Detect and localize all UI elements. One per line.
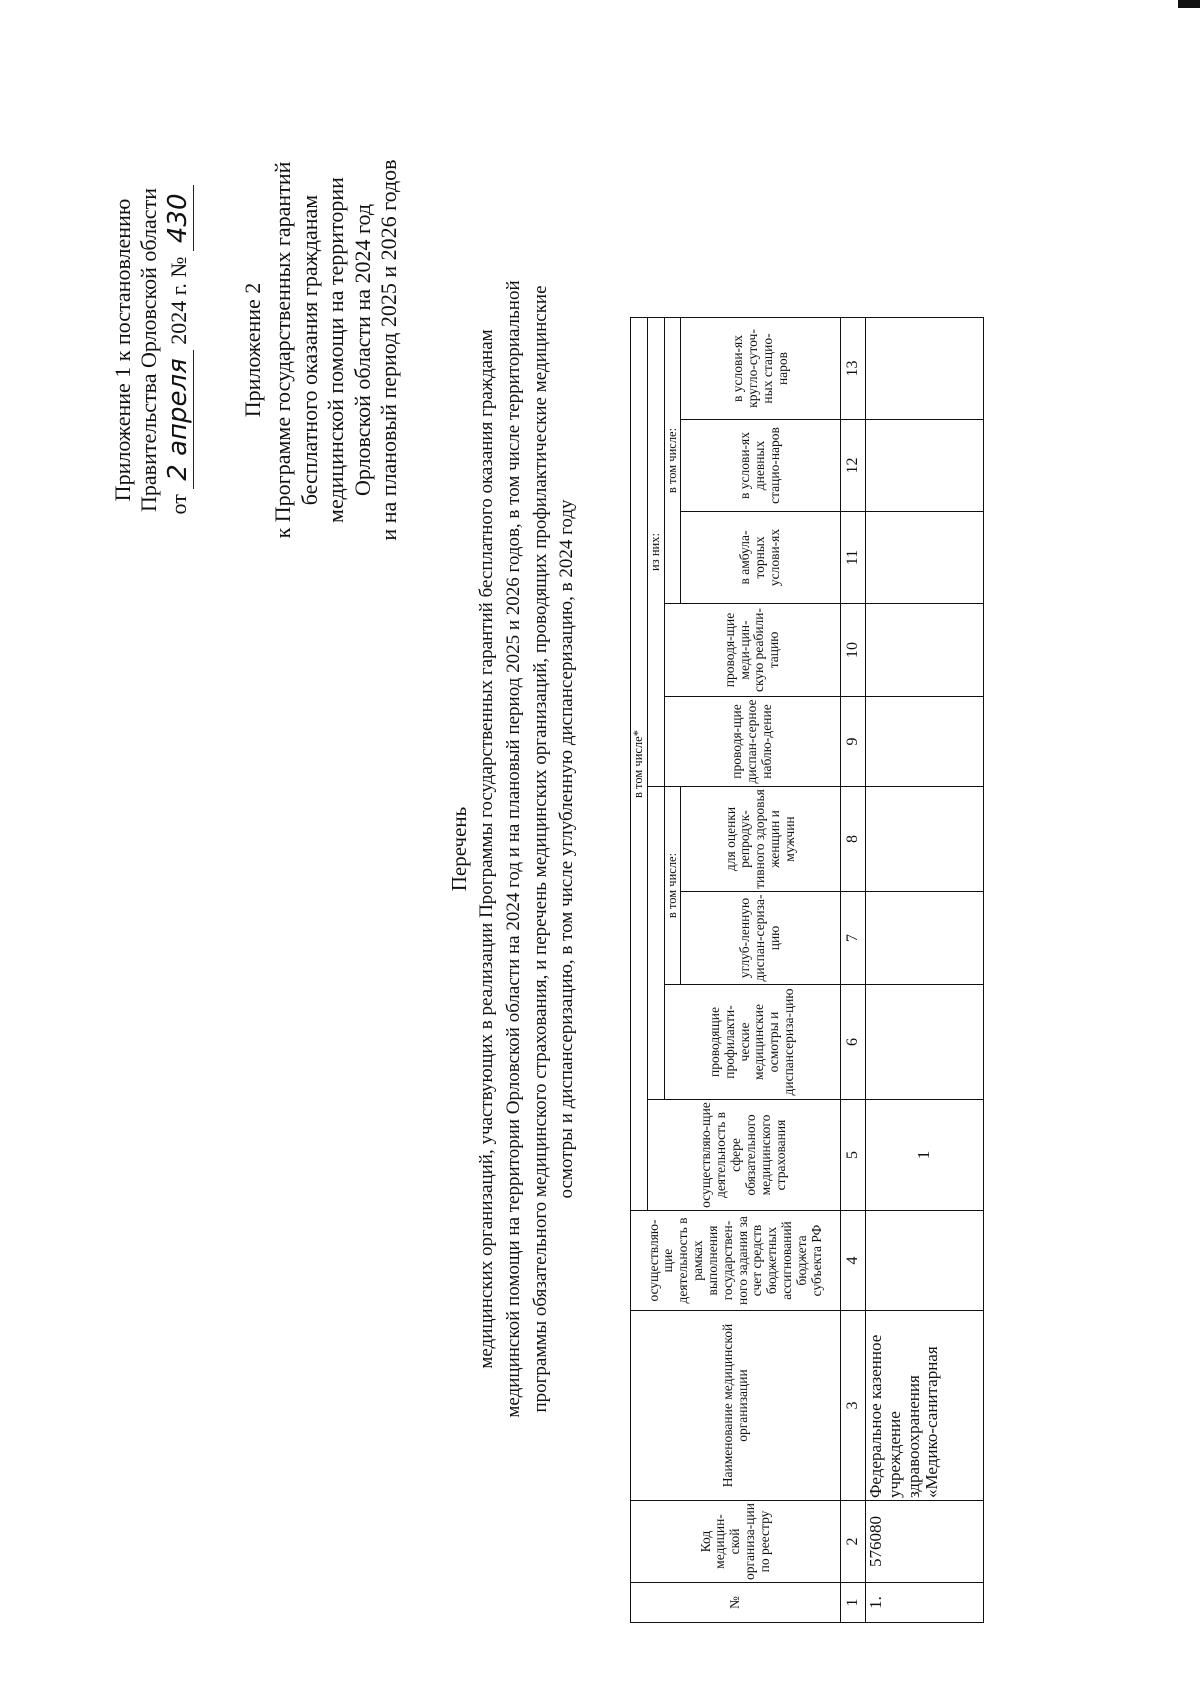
header-reproductive-health: для оценки репродук-тивного здоровья женщин и мужчин — [681, 787, 841, 892]
header-rehabilitation: проводя-щие меди-цин-скую реабили-тацию — [664, 604, 841, 697]
title-heading: Перечень — [447, 806, 471, 892]
column-number: 13 — [841, 318, 866, 420]
header-blank-spacer — [647, 787, 664, 1100]
title-line: медицинской помощи на территории Орловской области на 2024 год и на плановый период 2025 и 2026 годов, в том числе территориальной — [502, 280, 524, 1418]
table-row — [866, 318, 984, 1623]
column-number: 7 — [841, 892, 866, 985]
appendix1-line2: Правительства Орловской области — [136, 188, 162, 512]
column-number: 6 — [841, 985, 866, 1100]
header-preventive: проводящие профилакти-ческие медицинские осмотры и диспансериза-цию — [664, 985, 841, 1100]
appendix2-title: Приложение 2 — [240, 282, 265, 418]
organizations-table — [630, 317, 984, 1623]
header-including-top: в том числе* — [631, 318, 648, 1211]
appendix1-date — [163, 70, 194, 630]
column-number: 4 — [841, 1211, 866, 1311]
appendix2-block — [240, 70, 402, 630]
row-code: 576080 — [866, 1501, 984, 1583]
column-number: 10 — [841, 604, 866, 697]
row-no: 1. — [866, 1583, 984, 1623]
row-reproductive — [866, 787, 984, 892]
header-code: Код медицин-ской организа-ции по реестру — [631, 1501, 841, 1583]
header-round-clock-hospital: в услови-ях кругло-суточ-ных стацио-наров — [681, 318, 841, 420]
column-numbers-row — [841, 318, 866, 1623]
row-org-name: Федеральное казенное учреждение здравоохранения «Медико-санитарная — [866, 1311, 984, 1501]
scan-corner-mark — [1178, 0, 1200, 8]
header-outpatient: в амбула-торных услови-ях — [681, 512, 841, 604]
header-of-them: из них: — [647, 318, 664, 787]
row-day-hospital — [866, 420, 984, 512]
row-deep — [866, 892, 984, 985]
row-oms: 1 — [866, 1100, 984, 1211]
row-state-task — [866, 1211, 984, 1311]
header-day-hospital: в услови-ях дневных стацио-наров — [681, 420, 841, 512]
header-including-6: в том числе: — [664, 787, 681, 985]
appendix1-line1: Приложение 1 к постановлению — [110, 198, 135, 502]
title-line: медицинских организаций, участвующих в реализации Программы государственных гарантий бесплатного оказания гражданам — [476, 329, 498, 1369]
column-number: 11 — [841, 512, 866, 604]
appendix1-block — [110, 70, 194, 630]
row-round-clock — [866, 318, 984, 420]
appendix2-line: Орловской области на 2024 год — [349, 203, 375, 497]
column-number: 3 — [841, 1311, 866, 1501]
title-line: осмотры и диспансеризацию, в том числе углубленную диспансеризацию, в 2024 году — [556, 499, 578, 1199]
header-state-task: осуществляю-щие деятельность в рамках выполнения государствен-ного задания за счет средств бюджетных ассигнований бюджета субъекта РФ — [631, 1211, 841, 1311]
date-day-handwritten: 2 апреля — [163, 350, 194, 489]
header-deep-dispanserization: углуб-ленную диспан-сериза-цию — [681, 892, 841, 985]
row-dispensary — [866, 697, 984, 787]
column-number: 5 — [841, 1100, 866, 1211]
row-outpatient — [866, 512, 984, 604]
header-no: № — [631, 1583, 841, 1623]
appendix2-line: и на плановый период 2025 и 2026 годов — [375, 159, 401, 541]
row-preventive — [866, 985, 984, 1100]
column-number: 1 — [841, 1583, 866, 1623]
column-number: 2 — [841, 1501, 866, 1583]
title-line: программы обязательного медицинского страхования, и перечень медицинских организаций, проводящих профилактические медицинские — [529, 285, 551, 1413]
header-name: Наименование медицинской организации — [631, 1311, 841, 1501]
column-number: 12 — [841, 420, 866, 512]
appendix2-line: медицинской помощи на территории — [323, 177, 349, 523]
appendix2-line: к Программе государственных гарантий — [270, 161, 296, 539]
header-dispensary: проводя-щие диспан-серное наблю-дение — [664, 697, 841, 787]
document-title — [445, 110, 581, 1588]
column-number: 8 — [841, 787, 866, 892]
row-rehab — [866, 604, 984, 697]
date-prefix: от — [165, 494, 191, 515]
date-year: 2024 г. № — [165, 256, 191, 345]
header-including-10: в том числе: — [664, 318, 681, 604]
resolution-number-handwritten: 430 — [163, 186, 194, 252]
appendix2-line: бесплатного оказания гражданам — [296, 194, 322, 506]
column-number: 9 — [841, 697, 866, 787]
header-oms: осуществляю-щие деятельность в сфере обязательного медицинского страхования — [647, 1100, 841, 1211]
